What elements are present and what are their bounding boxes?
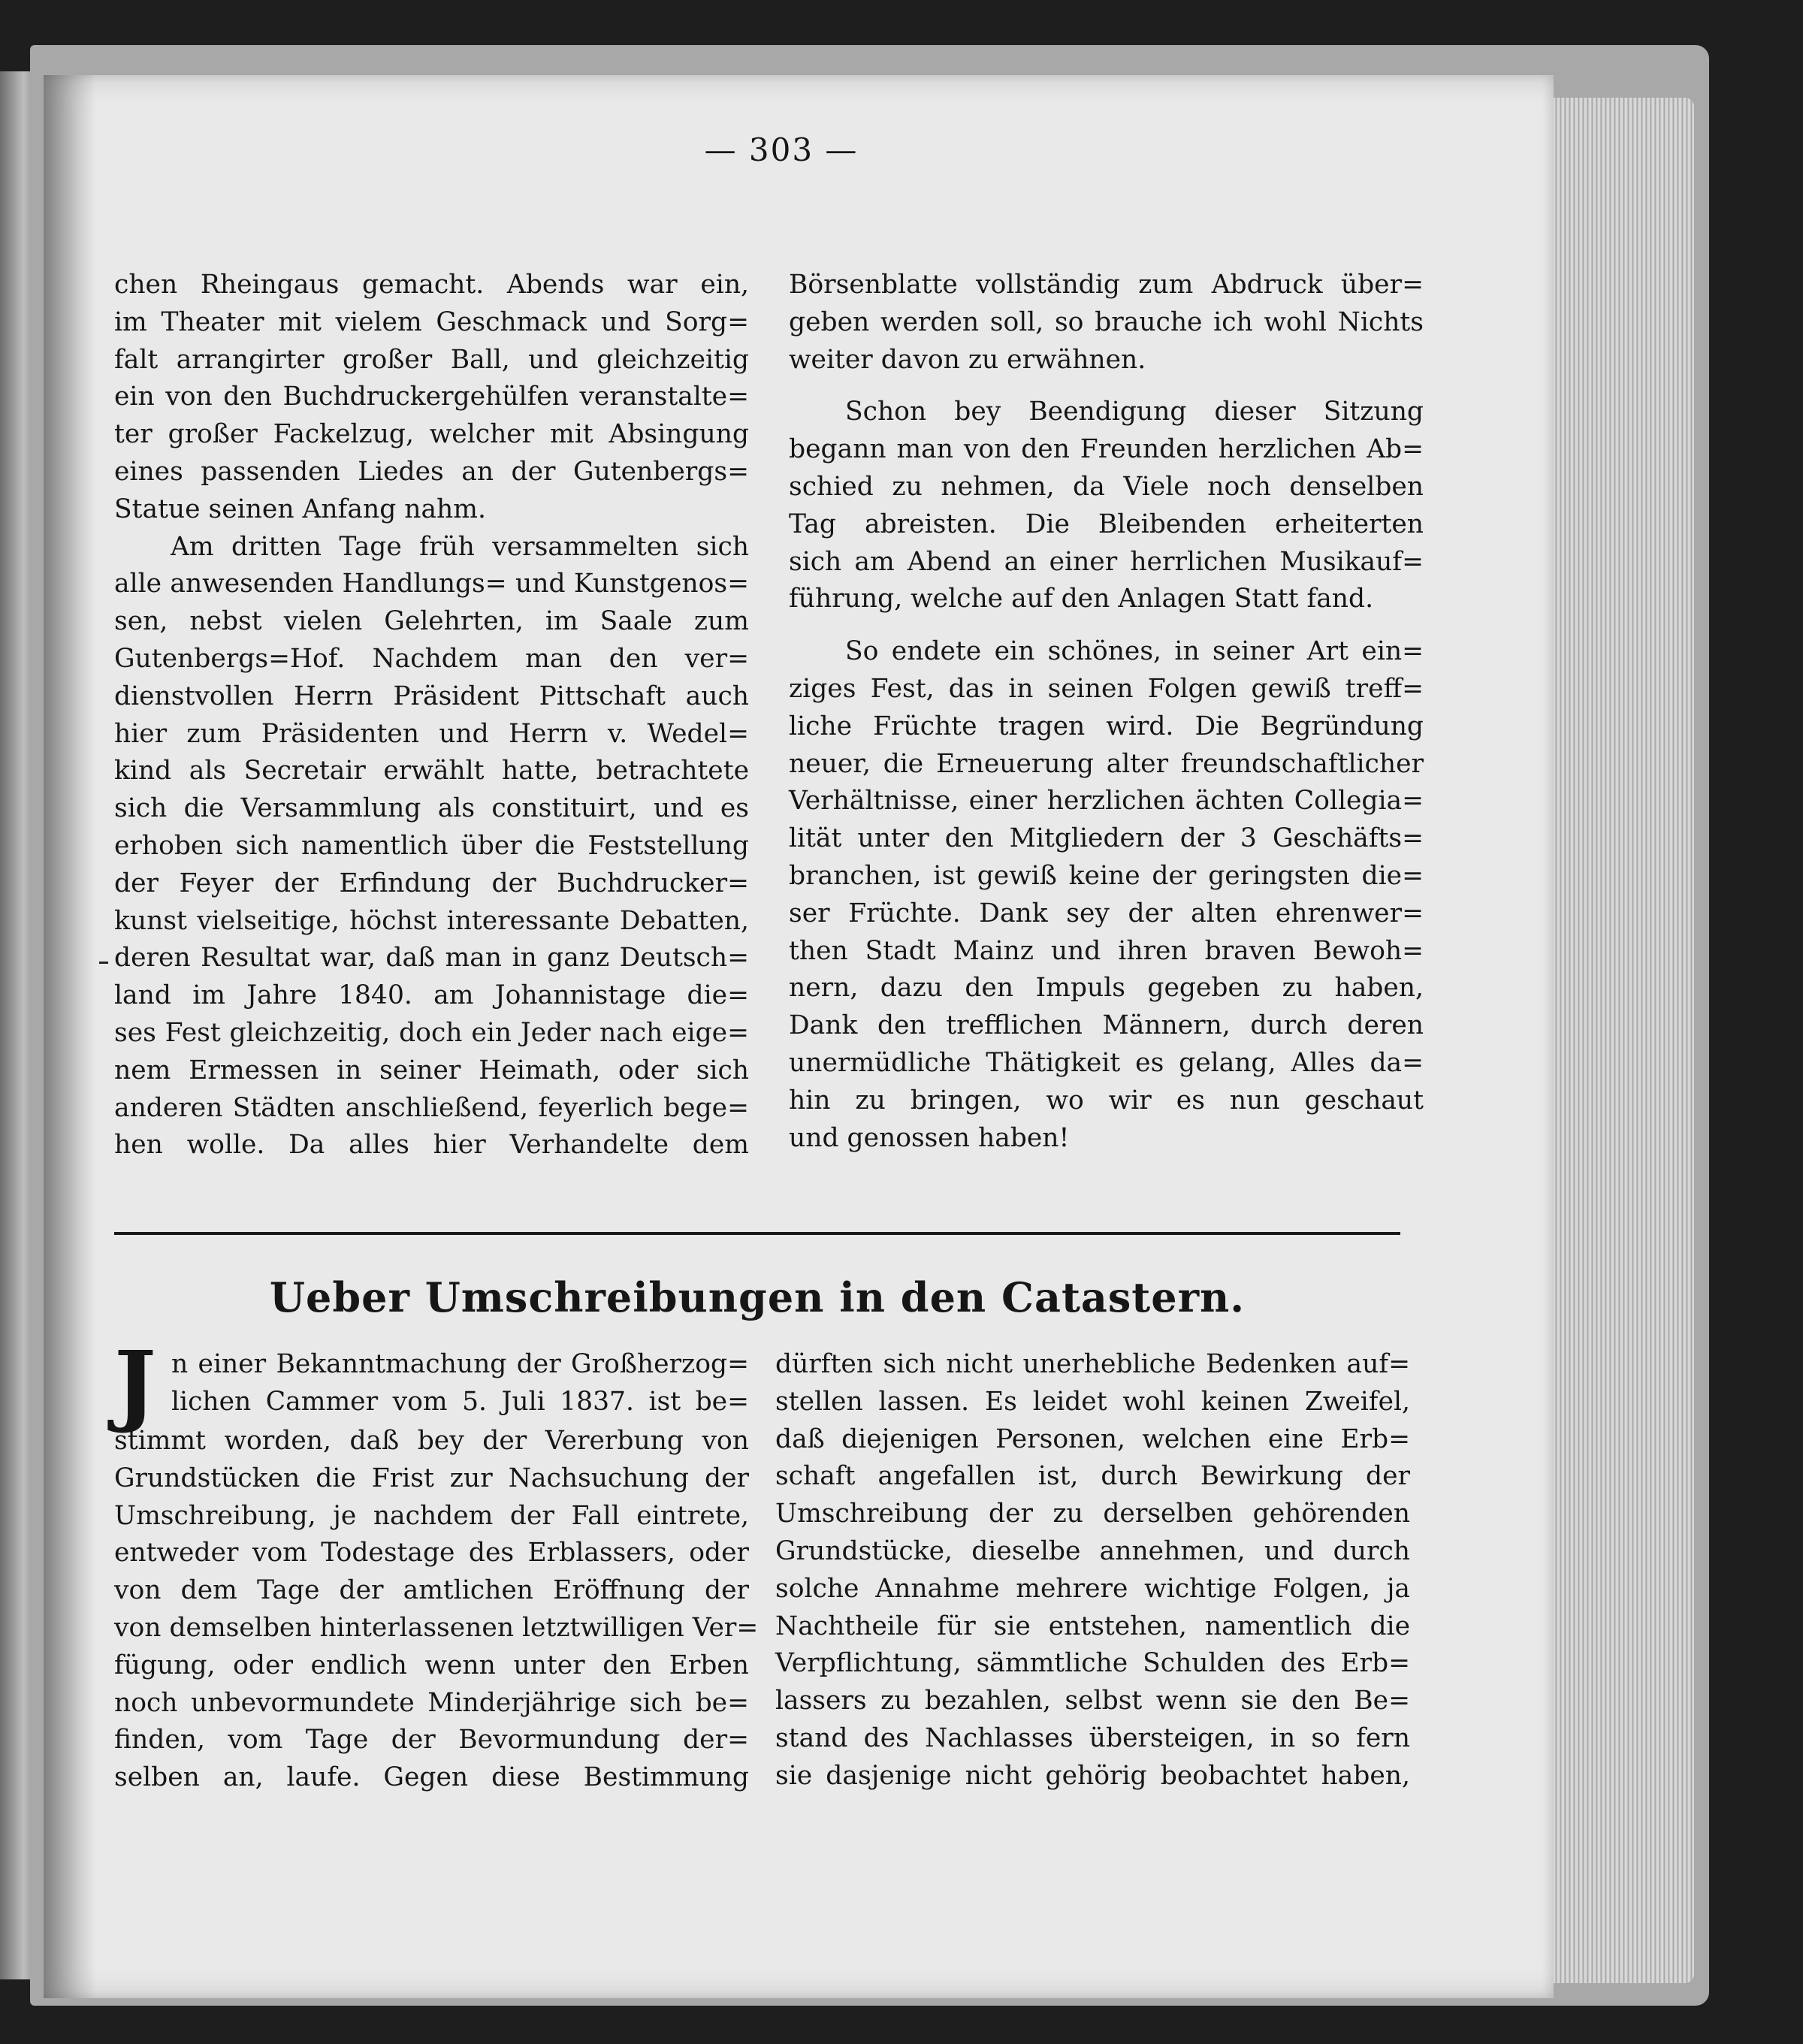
text-line: land im Jahre 1840. am Johannistage die= bbox=[114, 980, 749, 1011]
text-line: hier zum Präsidenten und Herrn v. Wedel= bbox=[114, 718, 749, 749]
text-line: im Theater mit vielem Geschmack und Sorg= bbox=[114, 306, 749, 337]
section-divider bbox=[114, 1232, 1400, 1235]
page-number: — 303 — bbox=[704, 131, 859, 168]
text-line: weiter davon zu erwähnen. bbox=[789, 344, 1146, 375]
text-line: sen, nebst vielen Gelehrten, im Saale zum bbox=[114, 606, 749, 637]
text-line: Dank den trefflichen Männern, durch deren bbox=[789, 1010, 1424, 1041]
text-line: Nachtheile für sie entstehen, namentlich die bbox=[775, 1611, 1410, 1641]
section-heading: Ueber Umschreibungen in den Catastern. bbox=[269, 1273, 1246, 1321]
text-line: Umschreibung, je nachdem der Fall eintrete, bbox=[114, 1500, 749, 1531]
text-line: geben werden soll, so brauche ich wohl Nichts bbox=[789, 306, 1424, 337]
text-line: stellen lassen. Es leidet wohl keinen Zweifel, bbox=[775, 1386, 1410, 1417]
text-line: stand des Nachlasses übersteigen, in so fern bbox=[775, 1722, 1410, 1753]
text-line: liche Früchte tragen wird. Die Begründung bbox=[789, 711, 1424, 741]
text-line: ziges Fest, das in seinen Folgen gewiß treff= bbox=[789, 673, 1424, 704]
text-line: von dem Tage der amtlichen Eröffnung der bbox=[114, 1575, 749, 1606]
text-line: Schon bey Beendigung dieser Sitzung bbox=[845, 397, 1424, 427]
text-line: Verhältnisse, einer herzlichen ächten Collegia= bbox=[789, 786, 1424, 817]
text-line: Umschreibung der zu derselben gehörenden bbox=[775, 1499, 1410, 1529]
text-line: alle anwesenden Handlungs= und Kunstgenos= bbox=[114, 569, 749, 599]
text-line: unermüdliche Thätigkeit es gelang, Alles da= bbox=[789, 1047, 1424, 1078]
drop-cap: J bbox=[114, 1331, 156, 1436]
text-line: kunst vielseitige, höchst interessante Debatten, bbox=[114, 905, 749, 936]
bottom-right-column bbox=[775, 1346, 1410, 1795]
text-line: ter großer Fackelzug, welcher mit Absingung bbox=[114, 419, 749, 450]
text-line: neuer, die Erneuerung alter freundschaftlicher bbox=[789, 748, 1424, 779]
text-line: noch unbevormundete Minderjährige sich be= bbox=[114, 1687, 749, 1718]
text-line: Tag abreisten. Die Bleibenden erheiterten bbox=[789, 509, 1424, 539]
text-line: chen Rheingaus gemacht. Abends war ein, bbox=[114, 270, 749, 300]
text-line: So endete ein schönes, in seiner Art ein= bbox=[845, 636, 1424, 667]
text-line: falt arrangirter großer Ball, und gleichzeitig bbox=[114, 344, 749, 375]
text-line: kind als Secretair erwählt hatte, betrachtete bbox=[114, 756, 749, 787]
text-line: und genossen haben! bbox=[789, 1122, 1070, 1153]
text-line: begann man von den Freunden herzlichen Ab= bbox=[789, 434, 1424, 465]
text-line: Börsenblatte vollständig zum Abdruck über= bbox=[789, 270, 1424, 300]
text-line: führung, welche auf den Anlagen Statt fand. bbox=[789, 584, 1374, 614]
text-line: ses Fest gleichzeitig, doch ein Jeder nach eige= bbox=[114, 1017, 749, 1048]
text-line: lichen Cammer vom 5. Juli 1837. ist be= bbox=[171, 1386, 749, 1417]
page-stack-edge bbox=[1544, 98, 1694, 1983]
text-line: der Feyer der Erfindung der Buchdrucker= bbox=[114, 868, 749, 898]
bottom-left-column bbox=[114, 1331, 759, 1797]
text-line: hin zu bringen, wo wir es nun geschaut bbox=[789, 1085, 1424, 1116]
margin-mark bbox=[99, 962, 108, 964]
text-line: nem Ermessen in seiner Heimath, oder sich bbox=[114, 1055, 749, 1085]
text-line: von demselben hinterlassenen letztwilligen Ver= bbox=[114, 1612, 759, 1643]
top-left-column bbox=[114, 267, 749, 1164]
text-line: ser Früchte. Dank sey der alten ehrenwer= bbox=[789, 898, 1424, 928]
text-line: sich die Versammlung als constituirt, und es bbox=[114, 793, 749, 824]
text-line: Gutenbergs=Hof. Nachdem man den ver= bbox=[114, 643, 749, 674]
text-line: nern, dazu den Impuls gegeben zu haben, bbox=[789, 973, 1424, 1004]
text-line: hen wolle. Da alles hier Verhandelte dem bbox=[114, 1130, 749, 1161]
text-line: solche Annahme mehrere wichtige Folgen, ja bbox=[775, 1573, 1410, 1604]
text-line: Grundstücke, dieselbe annehmen, und durch bbox=[775, 1535, 1410, 1566]
text-line: stimmt worden, daß bey der Vererbung von bbox=[114, 1426, 749, 1456]
text-line: eines passenden Liedes an der Gutenbergs= bbox=[114, 456, 749, 487]
text-line: Verpflichtung, sämmtliche Schulden des Erb= bbox=[775, 1648, 1410, 1679]
text-line: sie dasjenige nicht gehörig beobachtet haben, bbox=[775, 1760, 1410, 1791]
text-line: schied zu nehmen, da Viele noch denselben bbox=[789, 471, 1424, 502]
text-line: finden, vom Tage der Bevormundung der= bbox=[114, 1725, 749, 1756]
text-line: dürften sich nicht unerhebliche Bedenken auf= bbox=[775, 1349, 1410, 1379]
text-line: schaft angefallen ist, durch Bewirkung der bbox=[775, 1461, 1410, 1492]
text-line: erhoben sich namentlich über die Feststellung bbox=[114, 830, 749, 861]
text-line: selben an, laufe. Gegen diese Bestimmung bbox=[114, 1762, 749, 1793]
text-line: Am dritten Tage früh versammelten sich bbox=[171, 531, 749, 562]
text-line: deren Resultat war, daß man in ganz Deutsch= bbox=[114, 943, 749, 974]
text-line: sich am Abend an einer herrlichen Musikauf= bbox=[789, 546, 1424, 577]
text-line: daß diejenigen Personen, welchen eine Erb= bbox=[775, 1424, 1410, 1454]
text-line: Grundstücken die Frist zur Nachsuchung der bbox=[114, 1463, 749, 1493]
text-line: lität unter den Mitgliedern der 3 Geschäfts= bbox=[789, 823, 1424, 854]
top-right-column bbox=[789, 267, 1424, 1157]
text-line: branchen, ist gewiß keine der geringsten die= bbox=[789, 860, 1424, 891]
text-line: lassers zu bezahlen, selbst wenn sie den Be= bbox=[775, 1686, 1410, 1716]
text-line: n einer Bekanntmachung der Großherzog= bbox=[171, 1349, 749, 1379]
text-line: ein von den Buchdruckergehülfen veranstalte= bbox=[114, 382, 749, 412]
text-line: fügung, oder endlich wenn unter den Erben bbox=[114, 1650, 749, 1680]
text-line: then Stadt Mainz und ihren braven Bewoh= bbox=[789, 935, 1424, 966]
text-line: Statue seinen Anfang nahm. bbox=[114, 494, 486, 524]
gutter-shadow bbox=[44, 75, 96, 1998]
text-line: dienstvollen Herrn Präsident Pittschaft auch bbox=[114, 681, 749, 711]
text-line: anderen Städten anschließend, feyerlich bege= bbox=[114, 1092, 749, 1123]
text-line: entweder vom Todestage des Erblassers, oder bbox=[114, 1538, 749, 1568]
